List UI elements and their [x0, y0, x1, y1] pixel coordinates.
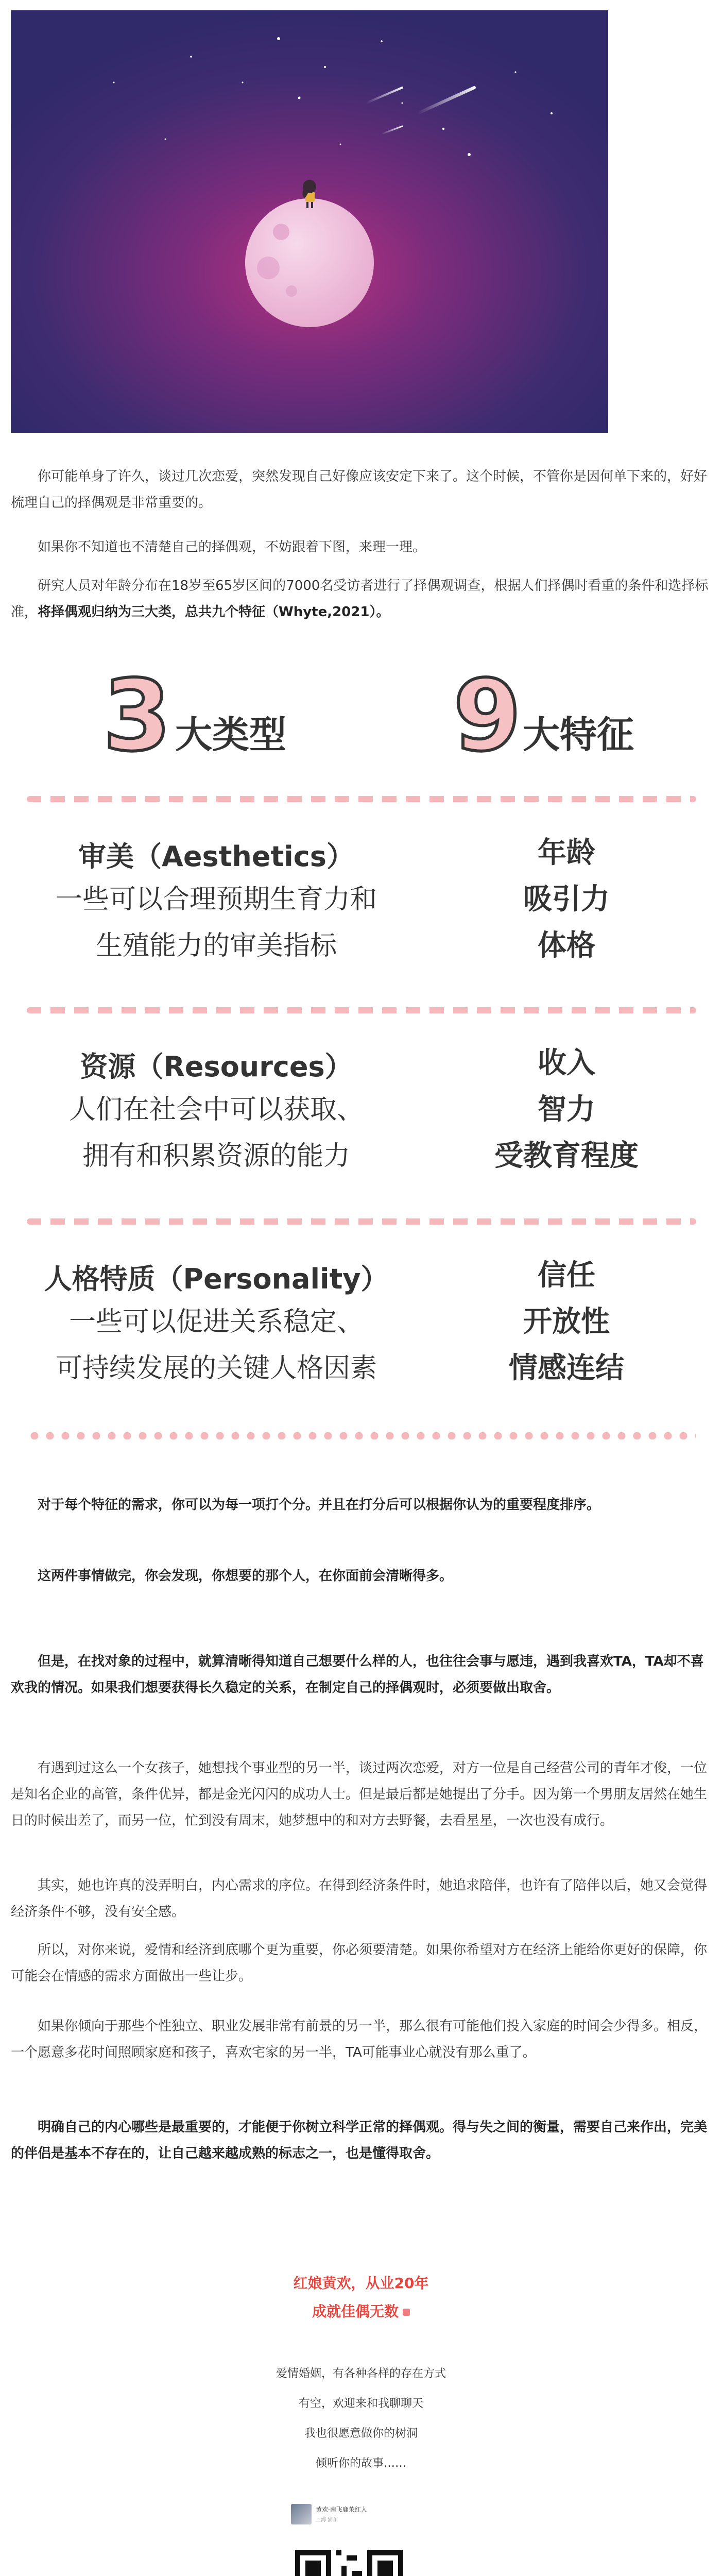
paragraph-text: 研究人员对年龄分布在18岁至65岁区间的7000名受访者进行了择偶观调查，根据人们择偶时看重的条件和选择标准，	[11, 578, 709, 620]
paragraph: 对于每个特征的需求，你可以为每一项打个分。并且在打分后可以根据你认为的重要程度排序。	[38, 1497, 600, 1513]
paragraph: 有遇到过这么一个女孩子，她想找个事业型的另一半，谈过两次恋爱，对方一位是自己经营公司的青年才俊，一位是知名企业的高管，条件优异，都是金光闪闪的成功人士。但是最后都是她提出了分手。因为第一个男朋友居然在她生日的时候出差了，而另一位，忙到没有周末，她梦想中的和对方去野餐，去看星星，一次也没有成行。	[11, 1760, 708, 1828]
paragraph: 如果你倾向于那些个性独立、职业发展非常有前景的另一半，那么很有可能他们投入家庭的时间会少得多。相反，一个愿意多花时间照顾家庭和孩子，喜欢宅家的另一半，TA可能事业心就没有那么重了。	[11, 2019, 708, 2060]
types-label: 大类型	[175, 713, 287, 756]
feature-item: 年龄	[538, 836, 595, 870]
hero-illustration	[11, 10, 608, 433]
profile-location: 上海 浦东	[316, 2517, 338, 2523]
feature-item: 吸引力	[523, 883, 610, 916]
footer-headline: 红娘黄欢，从业20年	[293, 2275, 429, 2292]
footer-line: 倾听你的故事……	[315, 2457, 406, 2470]
feature-item: 情感连结	[509, 1351, 624, 1385]
divider	[27, 1218, 696, 1225]
paragraph: 所以，对你来说，爱情和经济到底哪个更为重要，你必须要清楚。如果你希望对方在经济上能给你更好的保障，你可能会在情感的需求方面做出一些让步。	[11, 1942, 708, 1984]
divider	[27, 1007, 696, 1013]
category-desc: 生殖能力的审美指标	[95, 930, 337, 961]
feature-item: 受教育程度	[494, 1139, 639, 1173]
paragraph: 其实，她也许真的没弄明白，内心需求的序位。在得到经济条件时，她追求陪伴，也许有了陪伴以后，她又会觉得经济条件不够，没有安全感。	[11, 1878, 708, 1920]
divider	[27, 796, 696, 802]
moon	[245, 198, 374, 327]
avatar	[291, 2504, 312, 2524]
footer-line: 我也很愿意做你的树洞	[304, 2427, 418, 2440]
category-title: 资源（Resources）	[80, 1050, 353, 1083]
profile-name: 黄欢·南飞鹿茉红人	[316, 2506, 367, 2513]
category-title: 人格特质（Personality）	[44, 1263, 389, 1295]
category-title: 审美（Aesthetics）	[78, 840, 354, 873]
footer-subheadline: 成就佳偶无数	[0, 2300, 722, 2321]
feature-item: 体格	[538, 929, 595, 962]
paragraph-emphasis: 将择偶观归纳为三大类，总共九个特征（Whyte,2021）。	[38, 604, 390, 620]
category-desc: 一些可以促进关系稳定、	[68, 1307, 364, 1337]
paragraph: 这两件事情做完，你会发现，你想要的那个人，在你面前会清晰得多。	[38, 1568, 453, 1584]
features-number: 9	[453, 659, 522, 773]
paragraph: 但是，在找对象的过程中，就算清晰得知道自己想要什么样的人，也往往会事与愿违，遇到我喜欢TA，TA却不喜欢我的情况。如果我们想要获得长久稳定的关系，在制定自己的择偶观时，必须要做出取舍。	[11, 1654, 704, 1696]
category-desc: 可持续发展的关键人格因素	[55, 1353, 377, 1384]
features-label: 大特征	[523, 713, 634, 756]
feature-item: 智力	[538, 1093, 595, 1126]
gift-icon	[403, 2309, 410, 2316]
feature-item: 信任	[538, 1259, 595, 1292]
feature-item: 收入	[538, 1046, 595, 1080]
paragraph: 明确自己的内心哪些是最重要的，才能便于你树立科学正常的择偶观。得与失之间的衡量，需要自己来作出，完美的伴侣是基本不存在的，让自己越来越成熟的标志之一，也是懂得取舍。	[11, 2120, 708, 2161]
paragraph: 你可能单身了许久，谈过几次恋爱，突然发现自己好像应该安定下来了。这个时候，不管你是因何单下来的，好好梳理自己的择偶观是非常重要的。	[11, 469, 708, 511]
category-desc: 拥有和积累资源的能力	[82, 1141, 350, 1172]
types-number: 3	[103, 659, 171, 773]
paragraph: 如果你不知道也不清楚自己的择偶观，不妨跟着下图，来理一理。	[38, 539, 426, 555]
category-desc: 人们在社会中可以获取、	[68, 1094, 364, 1125]
qr-code[interactable]	[295, 2550, 403, 2576]
paragraph	[11, 573, 711, 625]
footer-line: 爱情婚姻，有各种各样的存在方式	[276, 2367, 446, 2380]
feature-item: 开放性	[523, 1305, 610, 1338]
footer-line: 有空，欢迎来和我聊聊天	[298, 2397, 423, 2410]
category-desc: 一些可以合理预期生育力和	[55, 884, 377, 915]
divider	[27, 1432, 696, 1439]
